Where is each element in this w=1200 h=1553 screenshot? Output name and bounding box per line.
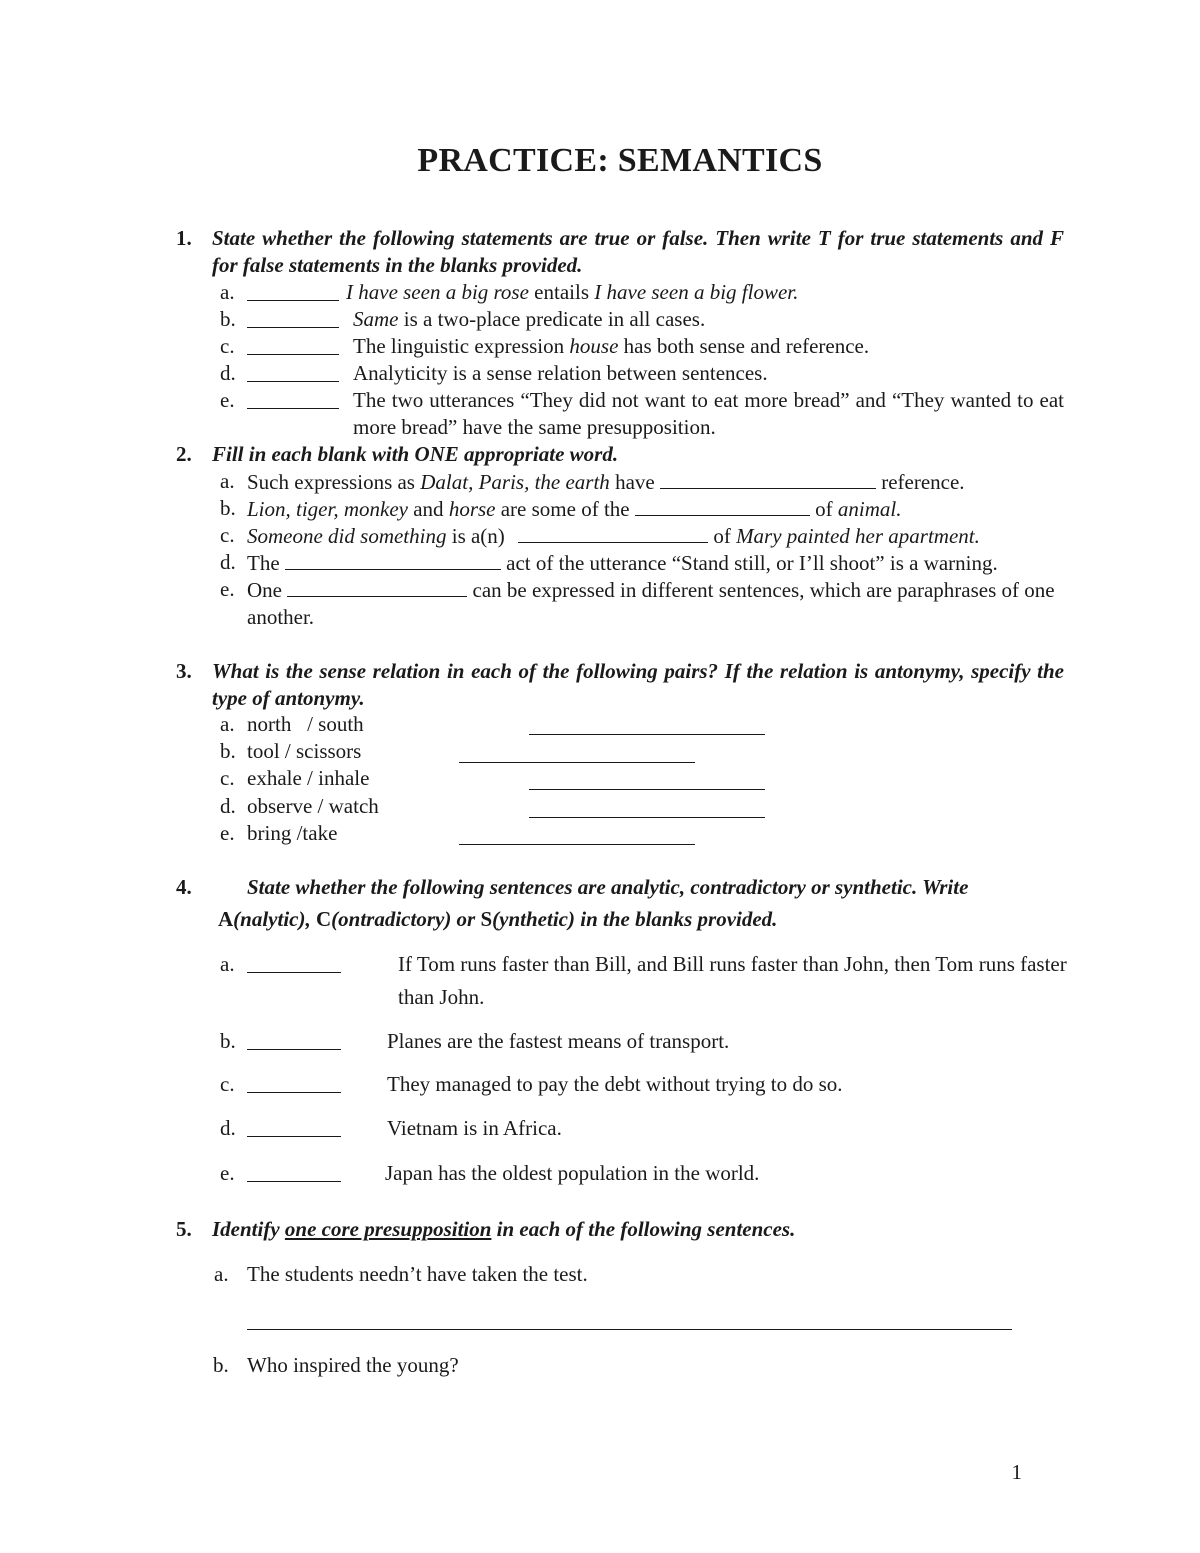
q2-e-text: One can be expressed in different sentences, which are paraphrases of one another.	[247, 578, 1055, 629]
q3-c-label: c.	[220, 766, 235, 790]
q4-b-label: b.	[220, 1029, 236, 1053]
q1-a-text: I have seen a big rose entails I have seen a big flower.	[346, 280, 799, 304]
q4-b-text: Planes are the fastest means of transport.	[387, 1029, 730, 1053]
q4-d-text: Vietnam is in Africa.	[387, 1116, 562, 1140]
q2-a-label: a.	[220, 469, 235, 493]
q1-e-label: e.	[220, 388, 235, 412]
q2-d-blank[interactable]	[285, 549, 501, 570]
q1-c-blank[interactable]	[247, 354, 339, 355]
q1-b-blank[interactable]	[247, 327, 339, 328]
q3-b-blank[interactable]	[459, 762, 695, 763]
q4-a-text: If Tom runs faster than Bill, and Bill runs faster than John, then Tom runs faster than John.	[398, 952, 1067, 1009]
q2-e-blank[interactable]	[287, 576, 467, 597]
q2-instruction: Fill in each blank with ONE appropriate word.	[212, 442, 619, 466]
q4-c-text: They managed to pay the debt without trying to do so.	[387, 1072, 843, 1096]
q2-number: 2.	[176, 442, 192, 466]
q5-a-label: a.	[214, 1262, 229, 1286]
q2-b-text: Lion, tiger, monkey and horse are some of the of animal.	[247, 497, 902, 521]
q4-a-label: a.	[220, 952, 235, 976]
q3-b-label: b.	[220, 739, 236, 763]
q3-a-label: a.	[220, 712, 235, 736]
q4-b-blank[interactable]	[247, 1049, 341, 1050]
q4-e-blank[interactable]	[247, 1181, 341, 1182]
q3-instruction: What is the sense relation in each of the following pairs? If the relation is antonymy, specify the type of antonymy.	[212, 659, 1064, 710]
q5-a-text: The students needn’t have taken the test.	[247, 1262, 588, 1286]
q3-number: 3.	[176, 659, 192, 683]
q4-c-blank[interactable]	[247, 1092, 341, 1093]
q3-d-label: d.	[220, 794, 236, 818]
q2-b-blank[interactable]	[635, 495, 810, 516]
page-number: 1	[1011, 1460, 1022, 1484]
q3-c-blank[interactable]	[529, 789, 765, 790]
q2-c-text: Someone did something is a(n) of Mary painted her apartment.	[247, 524, 980, 548]
q1-a-blank[interactable]	[247, 300, 339, 301]
q1-d-label: d.	[220, 361, 236, 385]
q4-c-label: c.	[220, 1072, 235, 1096]
q4-instruction-line2: A(nalytic), C(ontradictory) or S(ynthetic) in the blanks provided.	[218, 907, 778, 931]
q5-b-label: b.	[213, 1353, 229, 1377]
q3-b-text: tool / scissors	[247, 739, 362, 763]
q1-b-text: Same is a two-place predicate in all cases.	[353, 307, 706, 331]
q4-e-text: Japan has the oldest population in the world.	[385, 1161, 760, 1185]
q2-c-label: c.	[220, 523, 235, 547]
q1-d-text: Analyticity is a sense relation between sentences.	[353, 361, 768, 385]
q3-e-blank[interactable]	[459, 844, 695, 845]
q3-e-label: e.	[220, 821, 235, 845]
q2-e-label: e.	[220, 577, 235, 601]
q5-a-answer-line[interactable]	[247, 1329, 1012, 1330]
q3-d-blank[interactable]	[529, 817, 765, 818]
q3-c-text: exhale / inhale	[247, 766, 370, 790]
q1-d-blank[interactable]	[247, 381, 339, 382]
page-title: PRACTICE: SEMANTICS	[417, 142, 823, 179]
q1-b-label: b.	[220, 307, 236, 331]
q3-a-blank[interactable]	[529, 734, 765, 735]
q4-instruction-line1: State whether the following sentences are analytic, contradictory or synthetic. Write	[247, 875, 969, 899]
q1-a-label: a.	[220, 280, 235, 304]
q5-number: 5.	[176, 1217, 192, 1241]
q4-e-label: e.	[220, 1161, 235, 1185]
q1-number: 1.	[176, 226, 192, 250]
q3-e-text: bring /take	[247, 821, 338, 845]
q1-c-text: The linguistic expression house has both sense and reference.	[353, 334, 870, 358]
q1-e-text: The two utterances “They did not want to eat more bread” and “They wanted to eat more bread” have the same presupposition.	[353, 388, 1064, 439]
q3-a-text: north / south	[247, 712, 364, 736]
q4-d-blank[interactable]	[247, 1136, 341, 1137]
q1-e-blank[interactable]	[247, 408, 339, 409]
q2-c-blank[interactable]	[518, 522, 708, 543]
q3-d-text: observe / watch	[247, 794, 379, 818]
q5-instruction: Identify one core presupposition in each of the following sentences.	[212, 1217, 796, 1241]
q2-d-label: d.	[220, 550, 236, 574]
q2-a-blank[interactable]	[660, 468, 876, 489]
q2-b-label: b.	[220, 496, 236, 520]
q1-instruction: State whether the following statements are true or false. Then write T for true statements and F for false statements in the blanks provided.	[212, 226, 1064, 277]
q1-c-label: c.	[220, 334, 235, 358]
q4-number: 4.	[176, 875, 192, 899]
q2-a-text: Such expressions as Dalat, Paris, the earth have reference.	[247, 470, 965, 494]
q5-b-text: Who inspired the young?	[247, 1353, 459, 1377]
q4-d-label: d.	[220, 1116, 236, 1140]
q4-a-blank[interactable]	[247, 972, 341, 973]
q2-d-text: The act of the utterance “Stand still, or I’ll shoot” is a warning.	[247, 551, 998, 575]
